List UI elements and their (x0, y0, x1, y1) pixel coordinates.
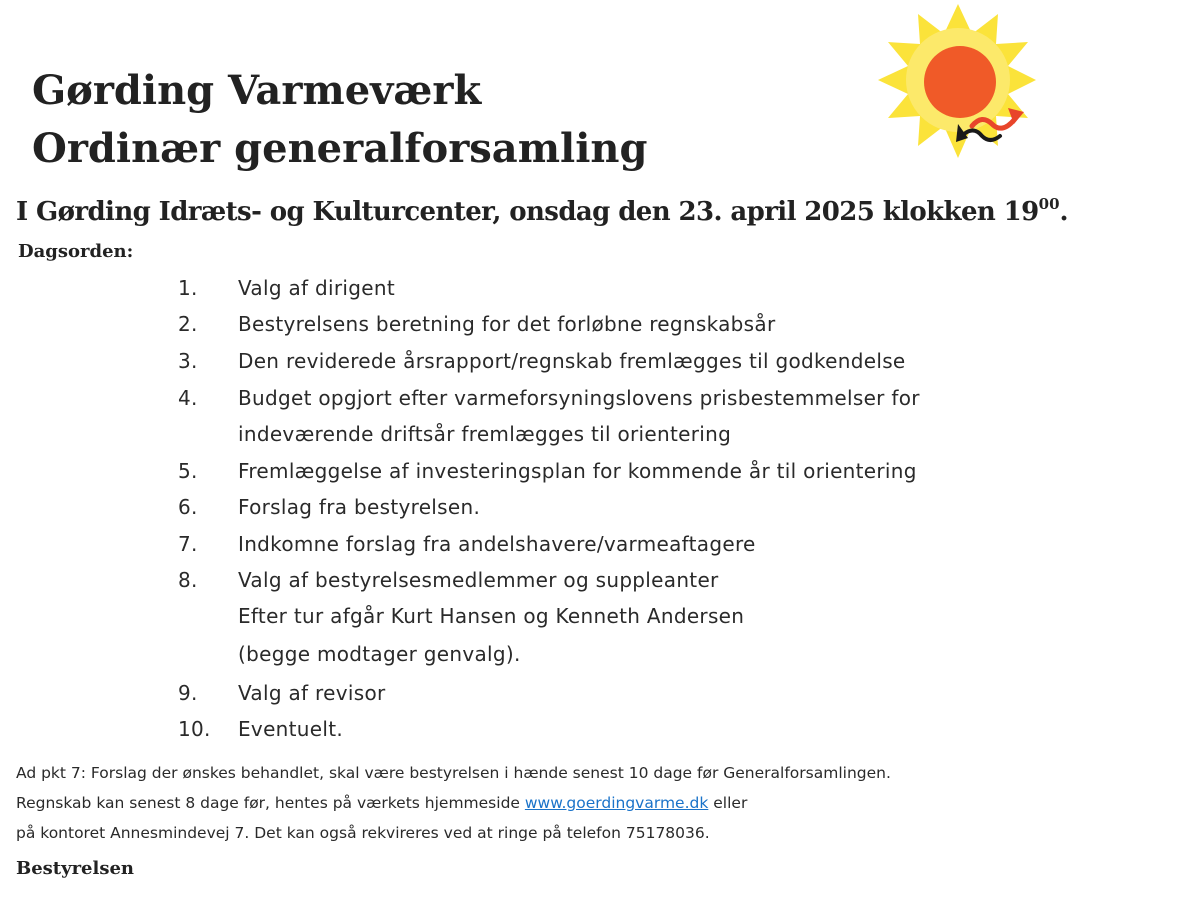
agenda-item (0, 675, 1200, 711)
agenda-item-text: Forslag fra bestyrelsen. (238, 495, 481, 519)
agenda-item (0, 306, 1200, 342)
agenda-item (0, 453, 1200, 489)
agenda-item (0, 270, 1200, 306)
agenda-item-text: Bestyrelsens beretning for det forløbne regnskabsår (238, 312, 776, 336)
agenda-item (0, 489, 1200, 525)
agenda-item-number: 4. (178, 386, 198, 410)
agenda-item-text: Valg af revisor (238, 681, 386, 705)
agenda-item-text: Indkomne forslag fra andelshavere/varmeaftagere (238, 532, 756, 556)
agenda-item-number: 5. (178, 459, 198, 483)
agenda-item (0, 562, 1200, 666)
notes-section (16, 758, 891, 848)
event-trailing: . (1059, 197, 1068, 227)
agenda-item-number: 10. (178, 717, 211, 741)
note-line-2-after: eller (708, 794, 748, 812)
note-line-3: på kontoret Annesmindevej 7. Det kan også rekvireres ved at ringe på telefon 75178036. (16, 824, 710, 842)
website-link[interactable]: www.goerdingvarme.dk (524, 794, 709, 812)
agenda-item-number: 7. (178, 532, 198, 556)
agenda-item-number: 2. (178, 312, 198, 336)
agenda-item-text: Valg af bestyrelsesmedlemmer og suppleanter (238, 568, 719, 592)
agenda-item-number: 3. (178, 349, 198, 373)
agenda-item-text: Den reviderede årsrapport/regnskab fremlægges til godkendelse (238, 349, 906, 373)
agenda-item-text: Valg af dirigent (238, 276, 395, 300)
agenda-item (0, 380, 1200, 446)
agenda-item-number: 6. (178, 495, 198, 519)
agenda-item (0, 526, 1200, 562)
signature: Bestyrelsen (16, 858, 135, 879)
agenda-item-text: Fremlæggelse af investeringsplan for kommende år til orientering (238, 459, 917, 483)
note-line-1: Ad pkt 7: Forslag der ønskes behandlet, skal være bestyrelsen i hænde senest 10 dage før Generalforsamlingen. (16, 764, 891, 782)
agenda-item (0, 343, 1200, 379)
title-line-1: Gørding Varmeværk (32, 67, 482, 114)
note-line-2-before: Regnskab kan senest 8 dage før, hentes på værkets hjemmeside (16, 794, 525, 812)
event-text: I Gørding Idræts- og Kulturcenter, onsdag den 23. april 2025 klokken 19 (16, 197, 1039, 227)
event-time-superscript: 00 (1038, 195, 1060, 213)
agenda-item-continuation: Efter tur afgår Kurt Hansen og Kenneth Andersen (238, 604, 745, 628)
agenda-item-text: Eventuelt. (238, 717, 344, 741)
agenda-item (0, 711, 1200, 747)
title-line-2: Ordinær generalforsamling (32, 125, 648, 172)
agenda-item-number: 1. (178, 276, 198, 300)
sun-core (924, 46, 996, 118)
sun-logo-icon (868, 4, 1048, 166)
agenda-item-continuation: (begge modtager genvalg). (238, 642, 521, 666)
agenda-heading: Dagsorden: (18, 241, 134, 262)
document-title (32, 62, 647, 178)
note-line-2 (16, 788, 891, 818)
event-details (16, 184, 1068, 232)
agenda-item-number: 9. (178, 681, 198, 705)
agenda-item-continuation: indeværende driftsår fremlægges til orientering (238, 422, 732, 446)
agenda-item-text: Budget opgjort efter varmeforsyningslovens prisbestemmelser for (238, 386, 920, 410)
agenda-item-number: 8. (178, 568, 198, 592)
